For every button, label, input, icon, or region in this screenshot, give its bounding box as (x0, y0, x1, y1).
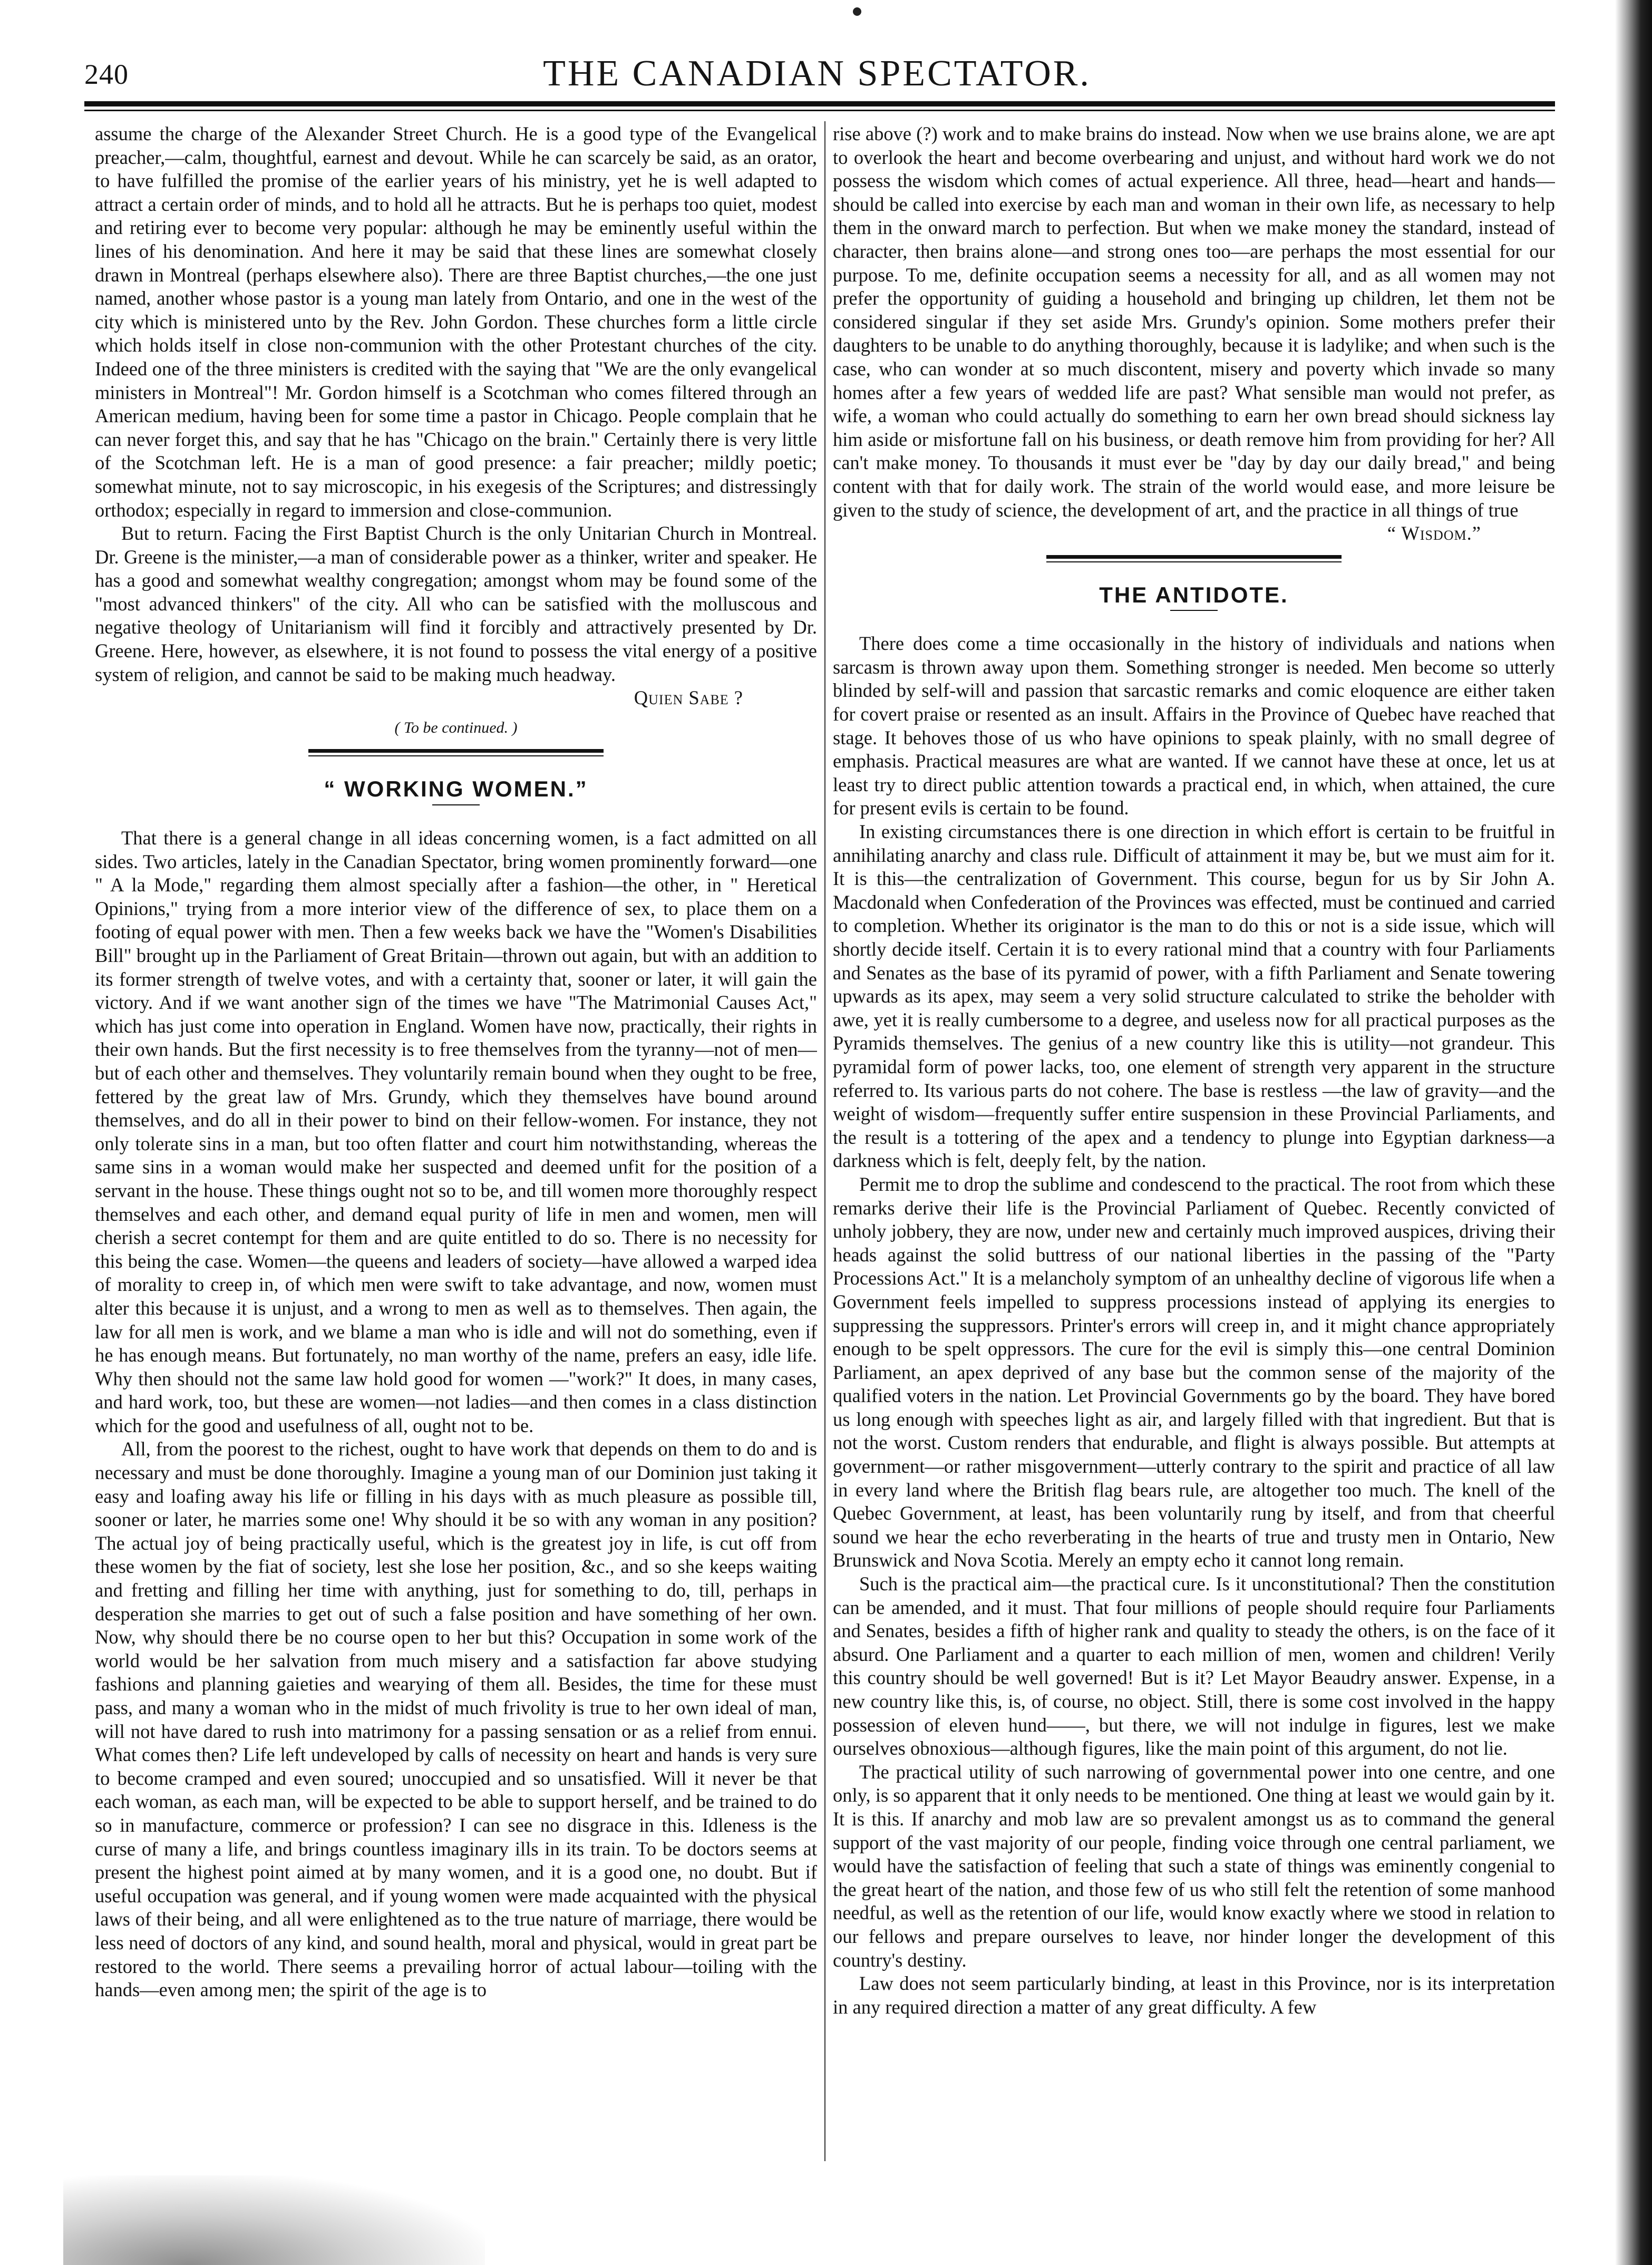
author-signature: “ Wisdom.” (1387, 522, 1481, 545)
print-mark (853, 7, 861, 16)
article-paragraph: assume the charge of the Alexander Street Church. He is a good type of the Evangelical preacher,—calm, thoughtful, earnest and devout. While he can scarcely be said, as an orator, to have fulfilled the promise of the earlier years of his ministry, yet he is well adapted to attract a certain order of minds, and to hold all he attracts. But he is perhaps too quiet, modest and retiring ever to become very popular: although he may be eminently useful within the lines of his denomination. And here it may be said that these lines are somewhat closely drawn in Montreal (perhaps elsewhere also). There are three Baptist churches,—the one just named, another whose pastor is a young man lately from Ontario, and one in the west of the city which is ministered unto by the Rev. John Gordon. These churches form a little circle which holds itself in close non-communion with the other Protestant churches of the city. Indeed one of the three ministers is credited with the saying that "We are the only evangelical ministers in Montreal"! Mr. Gordon himself is a Scotchman who comes filtered through an American medium, having been for some time a pastor in Chicago. People complain that he can never forget this, and say that he has "Chicago on the brain." Certainly there is very little of the Scotchman left. He is a man of good presence: a fair preacher; mildly poetic; somewhat minute, not to say microscopic, in his exegesis of the Scriptures; and distressingly orthodox; especially in regard to immersion and close-communion. (95, 123, 817, 521)
page-number: 240 (84, 59, 129, 90)
continued-note: ( To be continued. ) (394, 718, 518, 736)
author-signature: Quien Sabe ? (634, 687, 743, 709)
article-paragraph: That there is a general change in all ideas concerning women, is a fact admitted on all sides. Two articles, lately in the Canadian Spectator, bring women prominently forward—one " A la Mode," regarding them almost specially after a fashion—the other, in " Heretical Opinions," trying from a more interior view of the difference of sex, to place them on a footing of equal power with men. Then a few weeks back we have the "Women's Disabilities Bill" brought up in the Parliament of Great Britain—thrown out again, but with an addition to its former strength of twelve votes, and with a certainty that, sooner or later, it will gain the victory. And if we want another sign of the times we have "The Matrimonial Causes Act," which has just come into operation in England. Women have now, practically, their rights in their own hands. But the first necessity is to free themselves from the tyranny—not of men—but of each other and themselves. They voluntarily remain bound when they ought to be free, fettered by the great law of Mrs. Grundy, which they themselves have bound around themselves, and do all in their power to bind on their fellow-women. For instance, they not only tolerate sins in a man, but too often flatter and court him notwithstanding, whereas the same sins in a woman would make her suspected and deemed unfit for the position of a servant in the house. These things ought not so to be, and till women more thoroughly respect themselves and each other, and demand equal purity of life in men and women, men will cherish a secret contempt for them and are quite entitled to do so. There is no necessity for this being the case. Women—the queens and leaders of society—have allowed a warped idea of morality to creep in, of which men were swift to take advantage, and now, women must alter this because it is unjust, and a wrong to men as well as to themselves. Then again, the law for all men is work, and we blame a man who is idle and will not do something, even if he has enough means. But fortunately, no man worthy of the name, prefers an easy, idle life. Why then should not the same law hold good for women —"work?" It does, in many cases, and hard work, too, but these are women—not ladies—and then comes in a class distinction which for the good and usefulness of all, ought not to be. (95, 827, 817, 1436)
article-paragraph: Such is the practical aim—the practical cure. Is it unconstitutional? Then the constitution can be amended, and it must. That four millions of people should require four Parliaments and Senates, besides a fifth of higher rank and quality to steady the others, is on the face of it absurd. One Parliament and a quarter to each million of men, women and children! Verily this country should be well governed! But is it? Let Mayor Beaudry answer. Expense, in a new country like this, is, of course, no object. Still, there is some cost involved in the happy possession of eleven hund——, but there, we will not indulge in figures, lest we make ourselves obnoxious—although figures, like the main point of this argument, do not lie. (833, 1573, 1555, 1759)
section-title-antidote: THE ANTIDOTE. (1099, 582, 1289, 607)
section-divider (308, 749, 604, 756)
article-paragraph: In existing circumstances there is one direction in which effort is certain to be fruitful in annihilating anarchy and class rule. Difficult of attainment it may be, but we must aim for it. It is this—the centralization of Government. This course, begun for us by Sir John A. Macdonald when Confederation of the Provinces was effected, must be continued and carried to completion. Whether its originator is the man to do this or not is a side issue, which will shortly decide itself. Certain it is to every rational mind that a country with four Parliaments and Senates as the base of its pyramid of power, with a fifth Parliament and Senate towering upwards as its apex, may seem a very solid structure calculated to strike the beholder with awe, yet it is really cumbersome to a degree, and useless now for all practical purposes as the Pyramids themselves. The genius of a new country like this is utility—not grandeur. This pyramidal form of power lacks, too, one element of strength very apparent in the structure referred to. Its various parts do not cohere. The base is restless —the law of gravity—and the weight of wisdom—frequently suffer entire suspension in these Provincial Parliaments, and the result is a tottering of the apex and a tendency to plunge into Egyptian darkness—a darkness which is felt, deeply felt, by the nation. (833, 821, 1555, 1172)
header-rule-thin (84, 110, 1555, 111)
page-header (84, 53, 1550, 100)
scan-binding-edge (1615, 0, 1652, 2265)
left-column (95, 122, 817, 2220)
column-divider (824, 121, 825, 2161)
masthead-title: THE CANADIAN SPECTATOR. (543, 53, 1091, 94)
section-title-working-women: “ WORKING WOMEN.” (324, 776, 588, 802)
article-paragraph: The practical utility of such narrowing of governmental power into one centre, and one only, is so apparent that it only needs to be mentioned. One thing at least we would gain by it. It is this. If anarchy and mob law are so prevalent amongst us as to command the general support of the vast majority of our people, finding voice through one central parliament, we would have the satisfaction of feeling that such a state of things was eminently congenial to the great heart of the nation, and those few of us who still felt the retention of some manhood needful, as well as the retention of our life, would know exactly where we stood in relation to our fellows and prepare ourselves to leave, nor hinder longer the development of this country's destiny. (833, 1761, 1555, 1971)
title-underline (1170, 610, 1218, 611)
article-paragraph: All, from the poorest to the richest, ought to have work that depends on them to do and is necessary and must be done thoroughly. Imagine a young man of our Dominion just taking it easy and loafing away his life or filling in his days with as much pleasure as possible till, sooner or later, he marries some one! Why should it be so with any woman in any position? The actual joy of being practically useful, which is the greatest joy in life, is cut off from these women by the fiat of society, lest she lose her position, &c., and so she keeps waiting and fretting and filling her time with anything, just for something to do, till, perhaps in desperation she marries to get out of such a false position and have something of her own. Now, why should there be no course open to her but this? Occupation in some work of the world would be her salvation from much misery and a satisfaction far above studying fashions and planning gaieties and wearying of them all. Besides, the time for these must pass, and many a woman who in the midst of much frivolity is true to her own ideal of man, will not have dared to rush into matrimony for a passing sensation or as a relief from ennui. What comes then? Life left undeveloped by calls of necessity on heart and hands is very sure to become cramped and even soured; unoccupied and so unsatisfied. Will it never be that each woman, as each man, will be expected to be able to support herself, and be trained to do so in manufacture, commerce or profession? I can see no disgrace in this. Idleness is the curse of many a life, and brings countless imaginary ills in its train. To be doctors seems at present the highest point aimed at by many women, and it is a good one, no doubt. But if useful occupation was general, and if young women were made acquainted with the physical laws of their being, and all were enlightened as to the true nature of marriage, there would be less need of doctors of any kind, and sound health, moral and physical, would in great part be restored to the world. There seems a prevailing horror of actual labour—toiling with the hands—even among men; the spirit of the age is to (95, 1438, 817, 2001)
article-paragraph: Law does not seem particularly binding, at least in this Province, nor is its interpretation in any required direction a matter of any great difficulty. A few (833, 1972, 1555, 2018)
article-paragraph: Permit me to drop the sublime and condescend to the practical. The root from which these remarks derive their life is the Provincial Parliament of Quebec. Recently convicted of unholy jobbery, they are now, under new and certainly much improved auspices, driving their heads against the solid buttress of our national liberties in the passing of the "Party Processions Act." It is a melancholy symptom of an unhealthy decline of vigorous life when a Government feels impelled to suppress processions instead of applying its energies to suppressing the suppressors. Printer's errors will creep in, and it might chance appropriately enough to be spelt oppressors. The cure for the evil is simply this—one central Dominion Parliament, an apex deprived of any base but the common sense of the majority of the qualified voters in the nation. Let Provincial Governments go by the board. They have bored us long enough with speeches light as air, and largely filled with that ingredient. But that is not the worst. Custom renders that endurable, and flight is always possible. But attempts at government—or rather misgovernment—utterly contrary to the spirit and practice of all law in every land where the British flag bears rule, are altogether too much. The knell of the Quebec Government, at least, has been voluntarily rung by itself, and from that cheerful sound we hear the echo reverberating in the hearts of true and trusty men in Ontario, New Brunswick and Nova Scotia. Merely an empty echo it cannot long remain. (833, 1173, 1555, 1571)
section-divider (1046, 555, 1342, 562)
article-paragraph: There does come a time occasionally in the history of individuals and nations when sarcasm is thrown away upon them. Something stronger is needed. Men become so utterly blinded by self-will and passion that sarcastic remarks and comic eloquence are either taken for covert praise or resented as an insult. Affairs in the Province of Quebec have reached that stage. It behoves those of us who have opinions to speak plainly, with no small degree of emphasis. Practical measures are what are wanted. If we cannot have these at once, let us at least try to direct public attention towards a practical end, in which, when attained, the cure for present evils is certain to be found. (833, 633, 1555, 819)
title-underline (432, 804, 480, 805)
scan-shadow (63, 2175, 485, 2265)
right-column (833, 122, 1555, 2220)
article-paragraph: But to return. Facing the First Baptist Church is the only Unitarian Church in Montreal. Dr. Greene is the minister,—a man of considerable power as a thinker, writer and speaker. He has a good and somewhat wealthy congregation; amongst whom may be found some of the "most advanced thinkers" of the city. All who can be satisfied with the molluscous and negative theology of Unitarianism will find it forcibly and attractively presented by Dr. Greene. Here, however, as elsewhere, it is not found to possess the vital energy of a positive system of religion, and cannot be said to be making much headway. (95, 522, 817, 685)
article-paragraph: rise above (?) work and to make brains do instead. Now when we use brains alone, we are apt to overlook the heart and become overbearing and unjust, and without hard work we do not possess the wisdom which comes of actual experience. All three, head—heart and hands—should be called into exercise by each man and woman in their own life, as necessary to help them in the onward march to perfection. But when we make money the standard, instead of character, then brains alone—and strong ones too—are perhaps the most essential for our purpose. To me, definite occupation seems a necessity for all, and as all women may not prefer the opportunity of guiding a household and bringing up children, let them not be considered singular if they set aside Mrs. Grundy's opinion. Some mothers prefer their daughters to be unable to do anything thoroughly, because it is ladylike; and when such is the case, who can wonder at so much discontent, misery and poverty which invade so many homes after a few years of wedded life are past? What sensible man would not prefer, as wife, a woman who could actually do something to earn her own bread should sickness lay him aside or misfortune fall on his business, or death remove him from providing for her? All can't make money. To thousands it must ever be "day by day our daily bread," and being content with that for daily work. The strain of the world would ease, and more leisure be given to the study of science, the development of art, and the practice in all things of true (833, 123, 1555, 521)
header-rule (84, 101, 1555, 106)
